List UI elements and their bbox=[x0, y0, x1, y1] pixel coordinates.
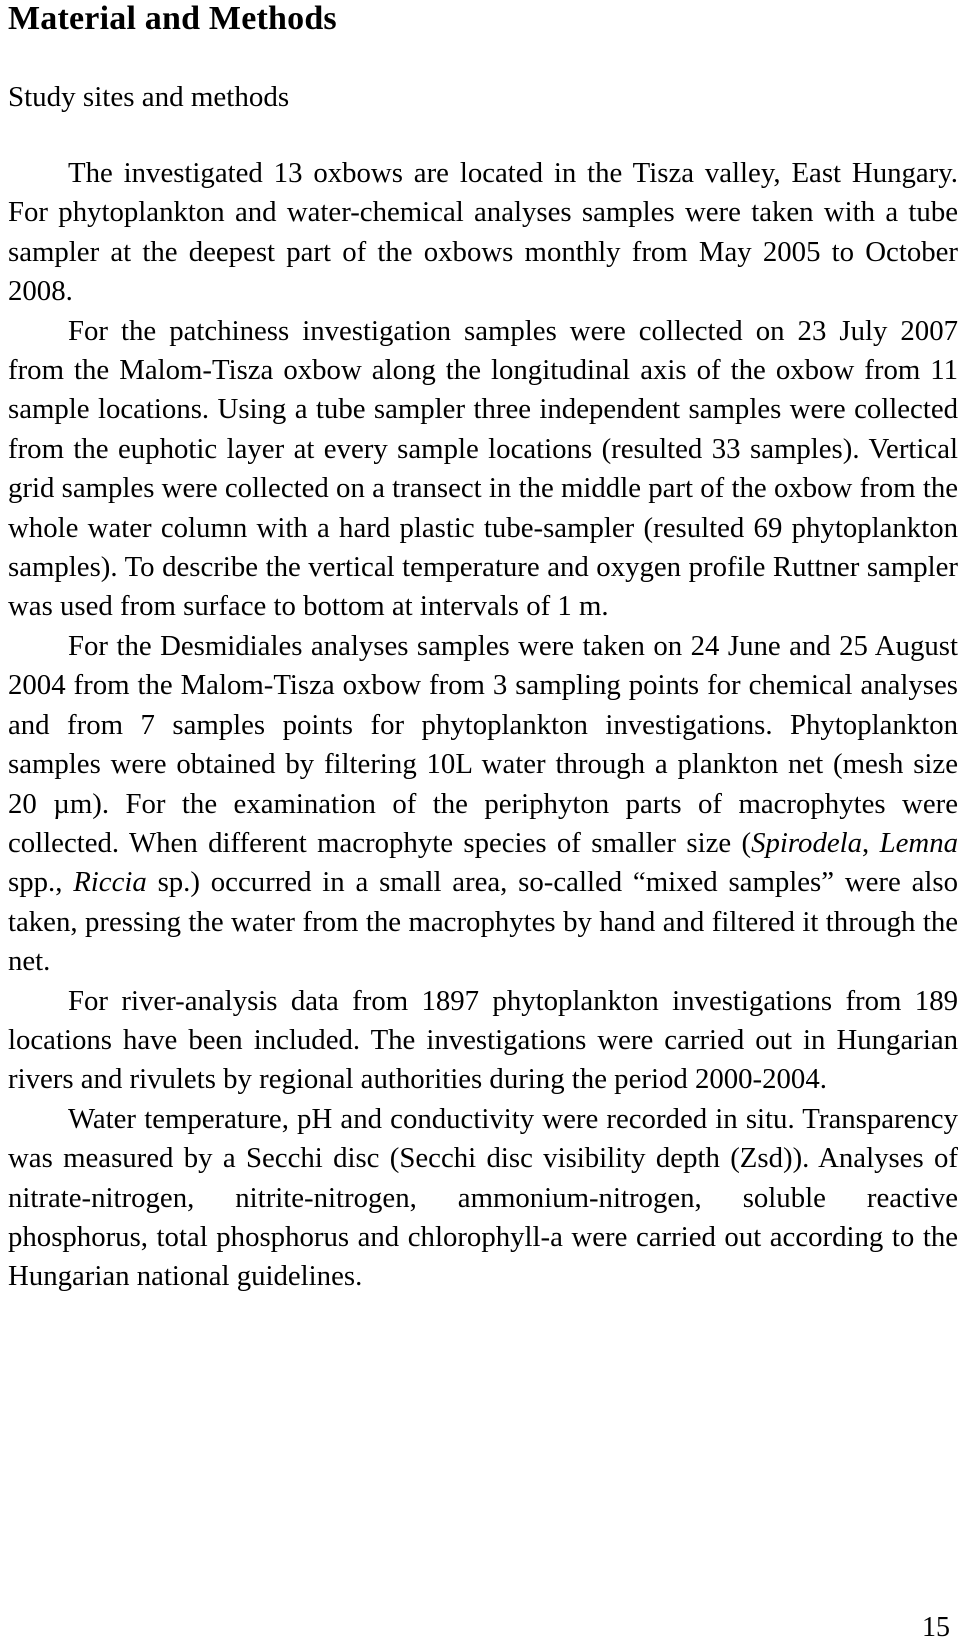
body-text bbox=[8, 154, 958, 1297]
taxon-riccia: Riccia bbox=[73, 866, 147, 899]
paragraph-river-analysis: For river-analysis data from 1897 phytoplankton investigations from 189 locations have been included. The investigations were carried out in Hungarian rivers and rivulets by regional authorities during the period 2000-2004. bbox=[8, 984, 958, 1096]
paragraph-desmidiales-text: For the Desmidiales analyses samples were taken on 24 June and 25 August 2004 from the Malom-Tisza oxbow from 3 sampling points for chemical analyses and from 7 samples points for phytoplankton investigations. Phytoplankton samples were obtained by filtering 10L water through a plankton net (mesh size 20 µm). For the examination of the periphyton parts of macrophytes were collected. When different macrophyte species of smaller size ( bbox=[8, 629, 958, 859]
paragraph-desmidiales-end: sp.) occurred in a small area, so-called “mixed samples” were also taken, pressing the water from the macrophytes by hand and filtered it through the net. bbox=[8, 866, 958, 978]
paragraph-desmidiales-sep: , bbox=[862, 826, 880, 859]
paragraph-study-sites: The investigated 13 oxbows are located in the Tisza valley, East Hungary. For phytoplankton and water-chemical analyses samples were taken with a tube sampler at the deepest part of the oxbows monthly from May 2005 to October 2008. bbox=[8, 157, 958, 308]
taxon-spirodela: Spirodela bbox=[751, 826, 863, 859]
taxon-lemna: Lemna bbox=[879, 826, 958, 859]
paragraph-desmidiales-spp: spp., bbox=[8, 866, 74, 899]
paragraph-desmidiales bbox=[8, 627, 958, 982]
subsection-title: Study sites and methods bbox=[8, 81, 290, 113]
section-title: Material and Methods bbox=[8, 0, 337, 37]
paragraph-patchiness: For the patchiness investigation samples were collected on 23 July 2007 from the Malom-Tisza oxbow along the longitudinal axis of the oxbow from 11 sample locations. Using a tube sampler three independent samples were collected from the euphotic layer at every sample locations (resulted 33 samples). Vertical grid samples were collected on a transect in the middle part of the oxbow from the whole water column with a hard plastic tube-sampler (resulted 69 phytoplankton samples). To describe the vertical temperature and oxygen profile Ruttner sampler was used from surface to bottom at intervals of 1 m. bbox=[8, 314, 958, 623]
paragraph-water-chemistry: Water temperature, pH and conductivity were recorded in situ. Transparency was measured by a Secchi disc (Secchi disc visibility depth (Zsd)). Analyses of nitrate-nitrogen, nitrite-nitrogen, ammonium-nitrogen, soluble reactive phosphorus, total phosphorus and chlorophyll-a were carried out according to the Hungarian national guidelines. bbox=[8, 1102, 958, 1293]
page-number: 15 bbox=[922, 1612, 950, 1643]
document-page bbox=[8, 0, 958, 1297]
